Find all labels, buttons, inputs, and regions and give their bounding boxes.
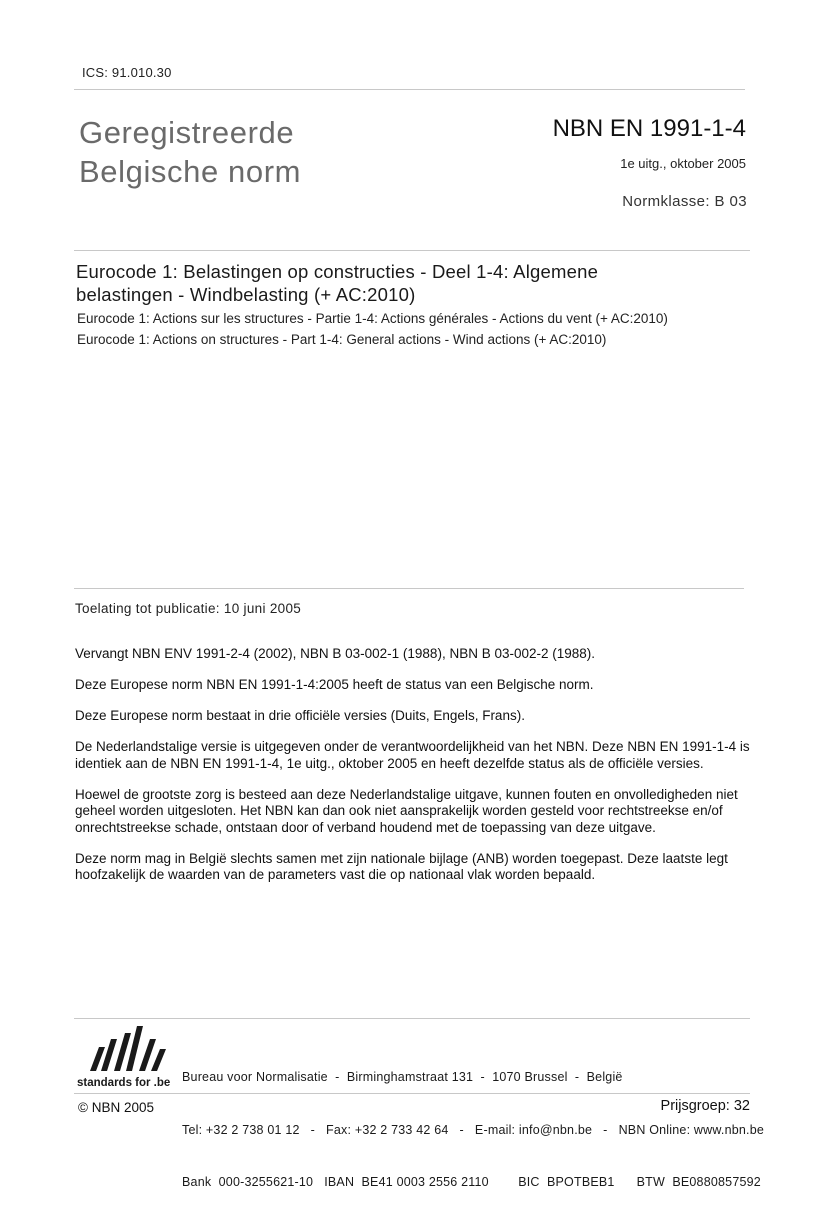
body-text xyxy=(75,646,765,898)
normklasse: Normklasse: B 03 xyxy=(622,193,747,210)
paragraph: Deze Europese norm bestaat in drie officiële versies (Duits, Engels, Frans). xyxy=(75,708,525,723)
ics-label: ICS: xyxy=(82,65,109,80)
content-divider xyxy=(74,588,744,589)
paragraph: Deze norm mag in België slechts samen met zijn nationale bijlage (ANB) worden toegepast. Deze laatste legt hoofzakelijk de waarden van de parameters vast die op nationaal vlak worden bepaald. xyxy=(75,850,728,882)
price-group: Prijsgroep: 32 xyxy=(660,1098,750,1114)
document-type-line1: Geregistreerde xyxy=(79,115,295,150)
bank-line: Bank 000-3255621-10 IBAN BE41 0003 2556 2110 BIC BPOTBEB1 BTW BE0880857592 xyxy=(182,1175,761,1189)
header-divider xyxy=(74,89,745,90)
edition-info: 1e uitg., oktober 2005 xyxy=(620,156,746,171)
logo-tagline: standards for .be xyxy=(77,1077,171,1089)
document-type-title xyxy=(79,113,301,191)
nbn-logo xyxy=(76,1025,172,1089)
contact-info xyxy=(182,1034,764,1209)
title-french: Eurocode 1: Actions sur les structures - Partie 1-4: Actions générales - Actions du vent (+ AC:2010) xyxy=(77,311,668,326)
footer-divider xyxy=(74,1018,750,1019)
title-dutch: Eurocode 1: Belastingen op constructies - Deel 1-4: Algemene belastingen - Windbelasting (+ AC:2010) xyxy=(76,261,599,305)
paragraph: Hoewel de grootste zorg is besteed aan deze Nederlandstalige uitgave, kunnen fouten en onvolledigheden niet geheel worden uitgesloten. Het NBN kan dan ook niet aansprakelijk worden gesteld voor rechtstreekse en/of onrechtstreekse schade, ontstaan door of verband houdend met de toepassing van deze uitgave. xyxy=(75,786,738,835)
publication-approval: Toelating tot publicatie: 10 juni 2005 xyxy=(75,601,302,616)
phone-email-line: Tel: +32 2 738 01 12 - Fax: +32 2 733 42 64 - E-mail: info@nbn.be - NBN Online: www.nbn.be xyxy=(182,1122,765,1137)
ics-code xyxy=(82,65,172,80)
paragraph: Vervangt NBN ENV 1991-2-4 (2002), NBN B 03-002-1 (1988), NBN B 03-002-2 (1988). xyxy=(75,646,596,661)
address-line: Bureau voor Normalisatie - Birminghamstraat 131 - 1070 Brussel - België xyxy=(182,1070,623,1084)
standard-number: NBN EN 1991-1-4 xyxy=(552,115,746,142)
title-english: Eurocode 1: Actions on structures - Part 1-4: General actions - Wind actions (+ AC:2010) xyxy=(77,332,607,347)
bottom-divider xyxy=(74,1093,750,1094)
paragraph: De Nederlandstalige versie is uitgegeven onder de verantwoordelijkheid van het NBN. Deze NBN EN 1991-1-4 is identiek aan de NBN EN 1991-1-4, 1e uitg., oktober 2005 en heeft dezelfde status als de officiële versies. xyxy=(75,739,750,771)
copyright: © NBN 2005 xyxy=(78,1100,154,1115)
nbn-logo-mark-icon xyxy=(76,1025,172,1089)
paragraph: Deze Europese norm NBN EN 1991-1-4:2005 heeft de status van een Belgische norm. xyxy=(75,677,594,692)
ics-value: 91.010.30 xyxy=(111,65,172,80)
document-type-line2: Belgische norm xyxy=(79,154,302,189)
title-divider xyxy=(74,250,750,251)
